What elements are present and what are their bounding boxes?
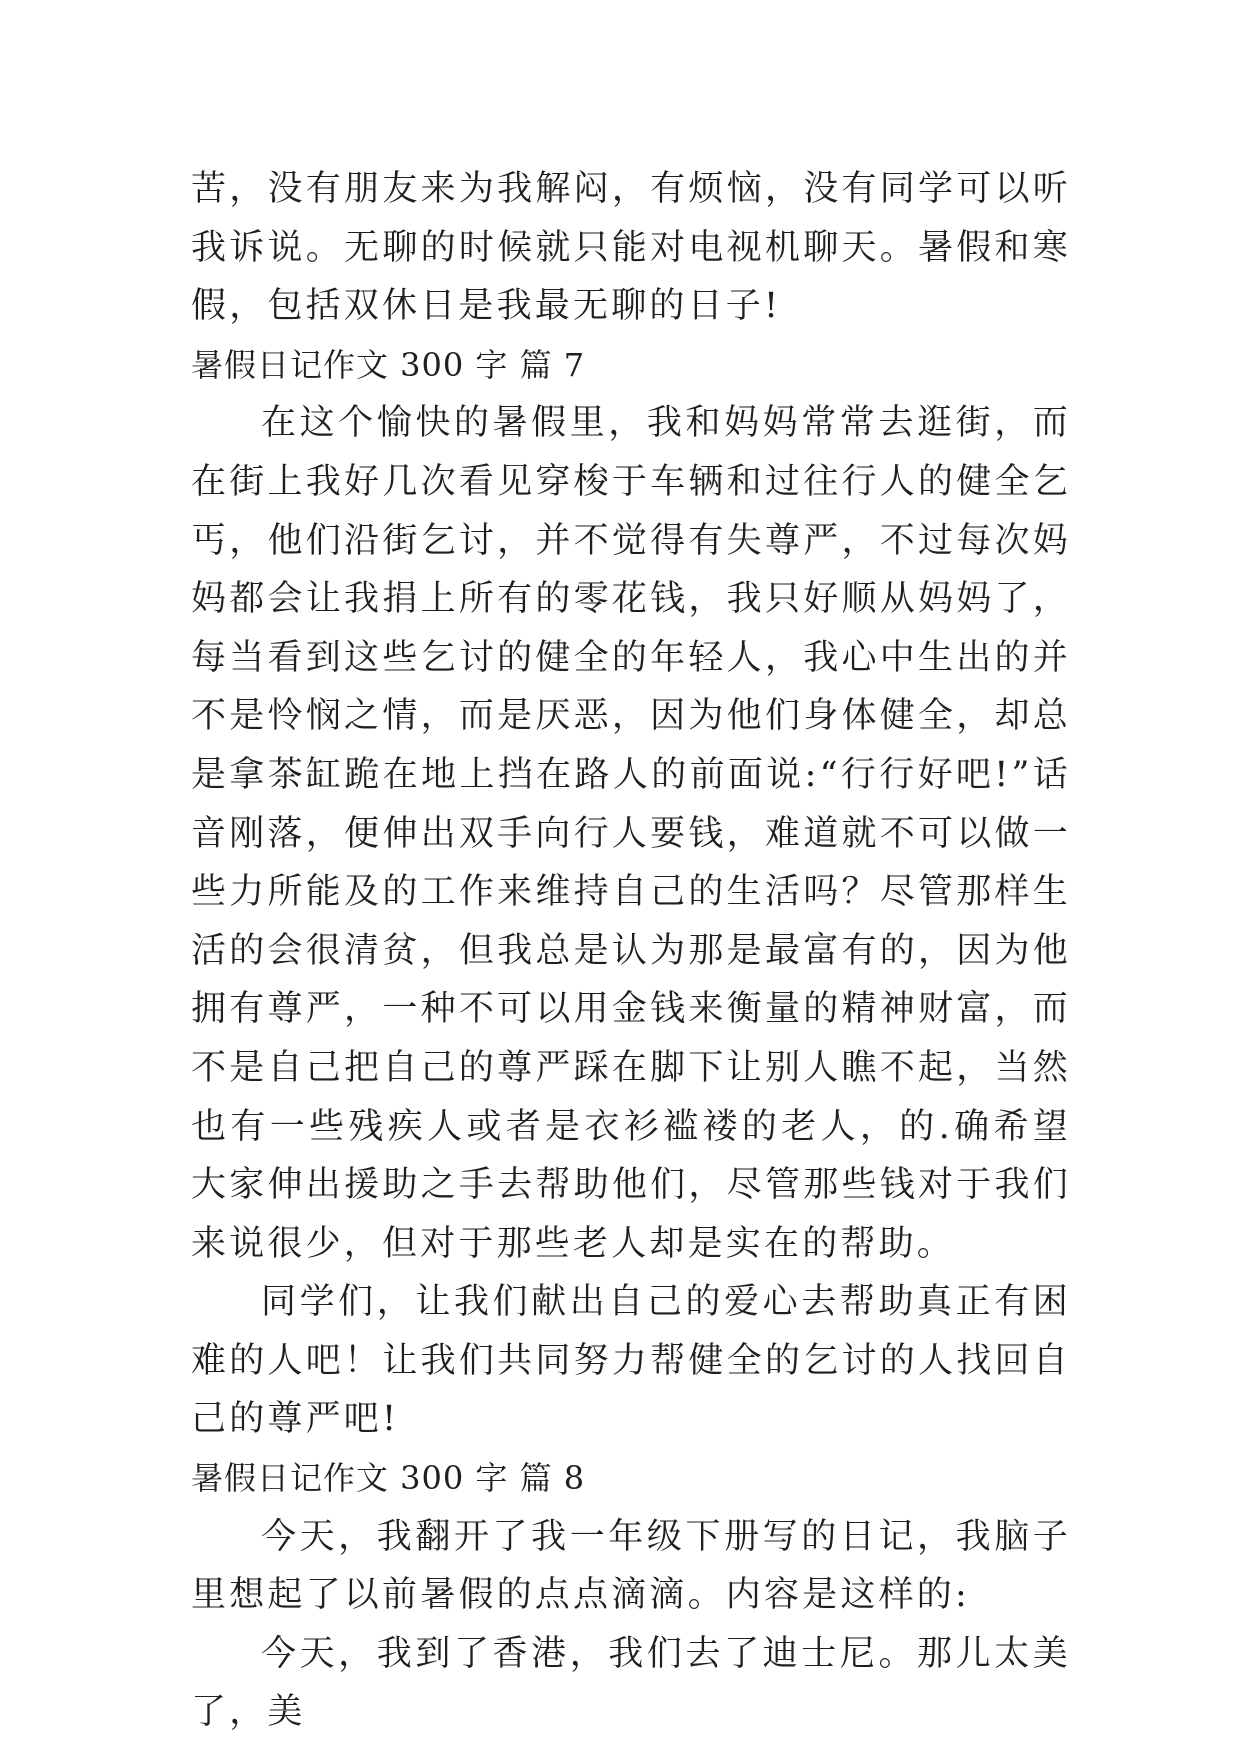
paragraph: 在这个愉快的暑假里，我和妈妈常常去逛街，而在街上我好几次看见穿梭于车辆和过往行人的健全乞丐，他们沿街乞讨，并不觉得有失尊严，不过每次妈妈都会让我捐上所有的零花钱，我只好顺从妈妈了，每当看到这些乞讨的健全的年轻人，我心中生出的并不是怜悯之情，而是厌恶，因为他们身体健全，却总是拿茶缸跪在地上挡在路人的前面说:“行行好吧!”话音刚落，便伸出双手向行人要钱，难道就不可以做一些力所能及的工作来维持自己的生活吗？尽管那样生活的会很清贫，但我总是认为那是最富有的，因为他拥有尊严，一种不可以用金钱来衡量的精神财富，而不是自己把自己的尊严踩在脚下让别人瞧不起，当然也有一些残疾人或者是衣衫褴褛的老人，的.确希望大家伸出援助之手去帮助他们，尽管那些钱对于我们来说很少，但对于那些老人却是实在的帮助。 [191, 403, 1071, 1264]
paragraph: 今天，我到了香港，我们去了迪士尼。那儿太美了，美 [191, 1633, 1071, 1733]
section-heading: 暑假日记作文 300 字 篇 7 [191, 345, 586, 384]
paragraph: 苦，没有朋友来为我解闷，有烦恼，没有同学可以听我诉说。无聊的时候就只能对电视机聊天。暑假和寒假，包括双休日是我最无聊的日子! [191, 169, 1071, 327]
document-body [191, 160, 1071, 1742]
section-heading: 暑假日记作文 300 字 篇 8 [191, 1459, 586, 1498]
paragraph: 同学们，让我们献出自己的爱心去帮助真正有困难的人吧！让我们共同努力帮健全的乞讨的人找回自己的尊严吧! [191, 1282, 1071, 1440]
paragraph: 今天，我翻开了我一年级下册写的日记，我脑子里想起了以前暑假的点点滴滴。内容是这样的: [191, 1516, 1071, 1616]
